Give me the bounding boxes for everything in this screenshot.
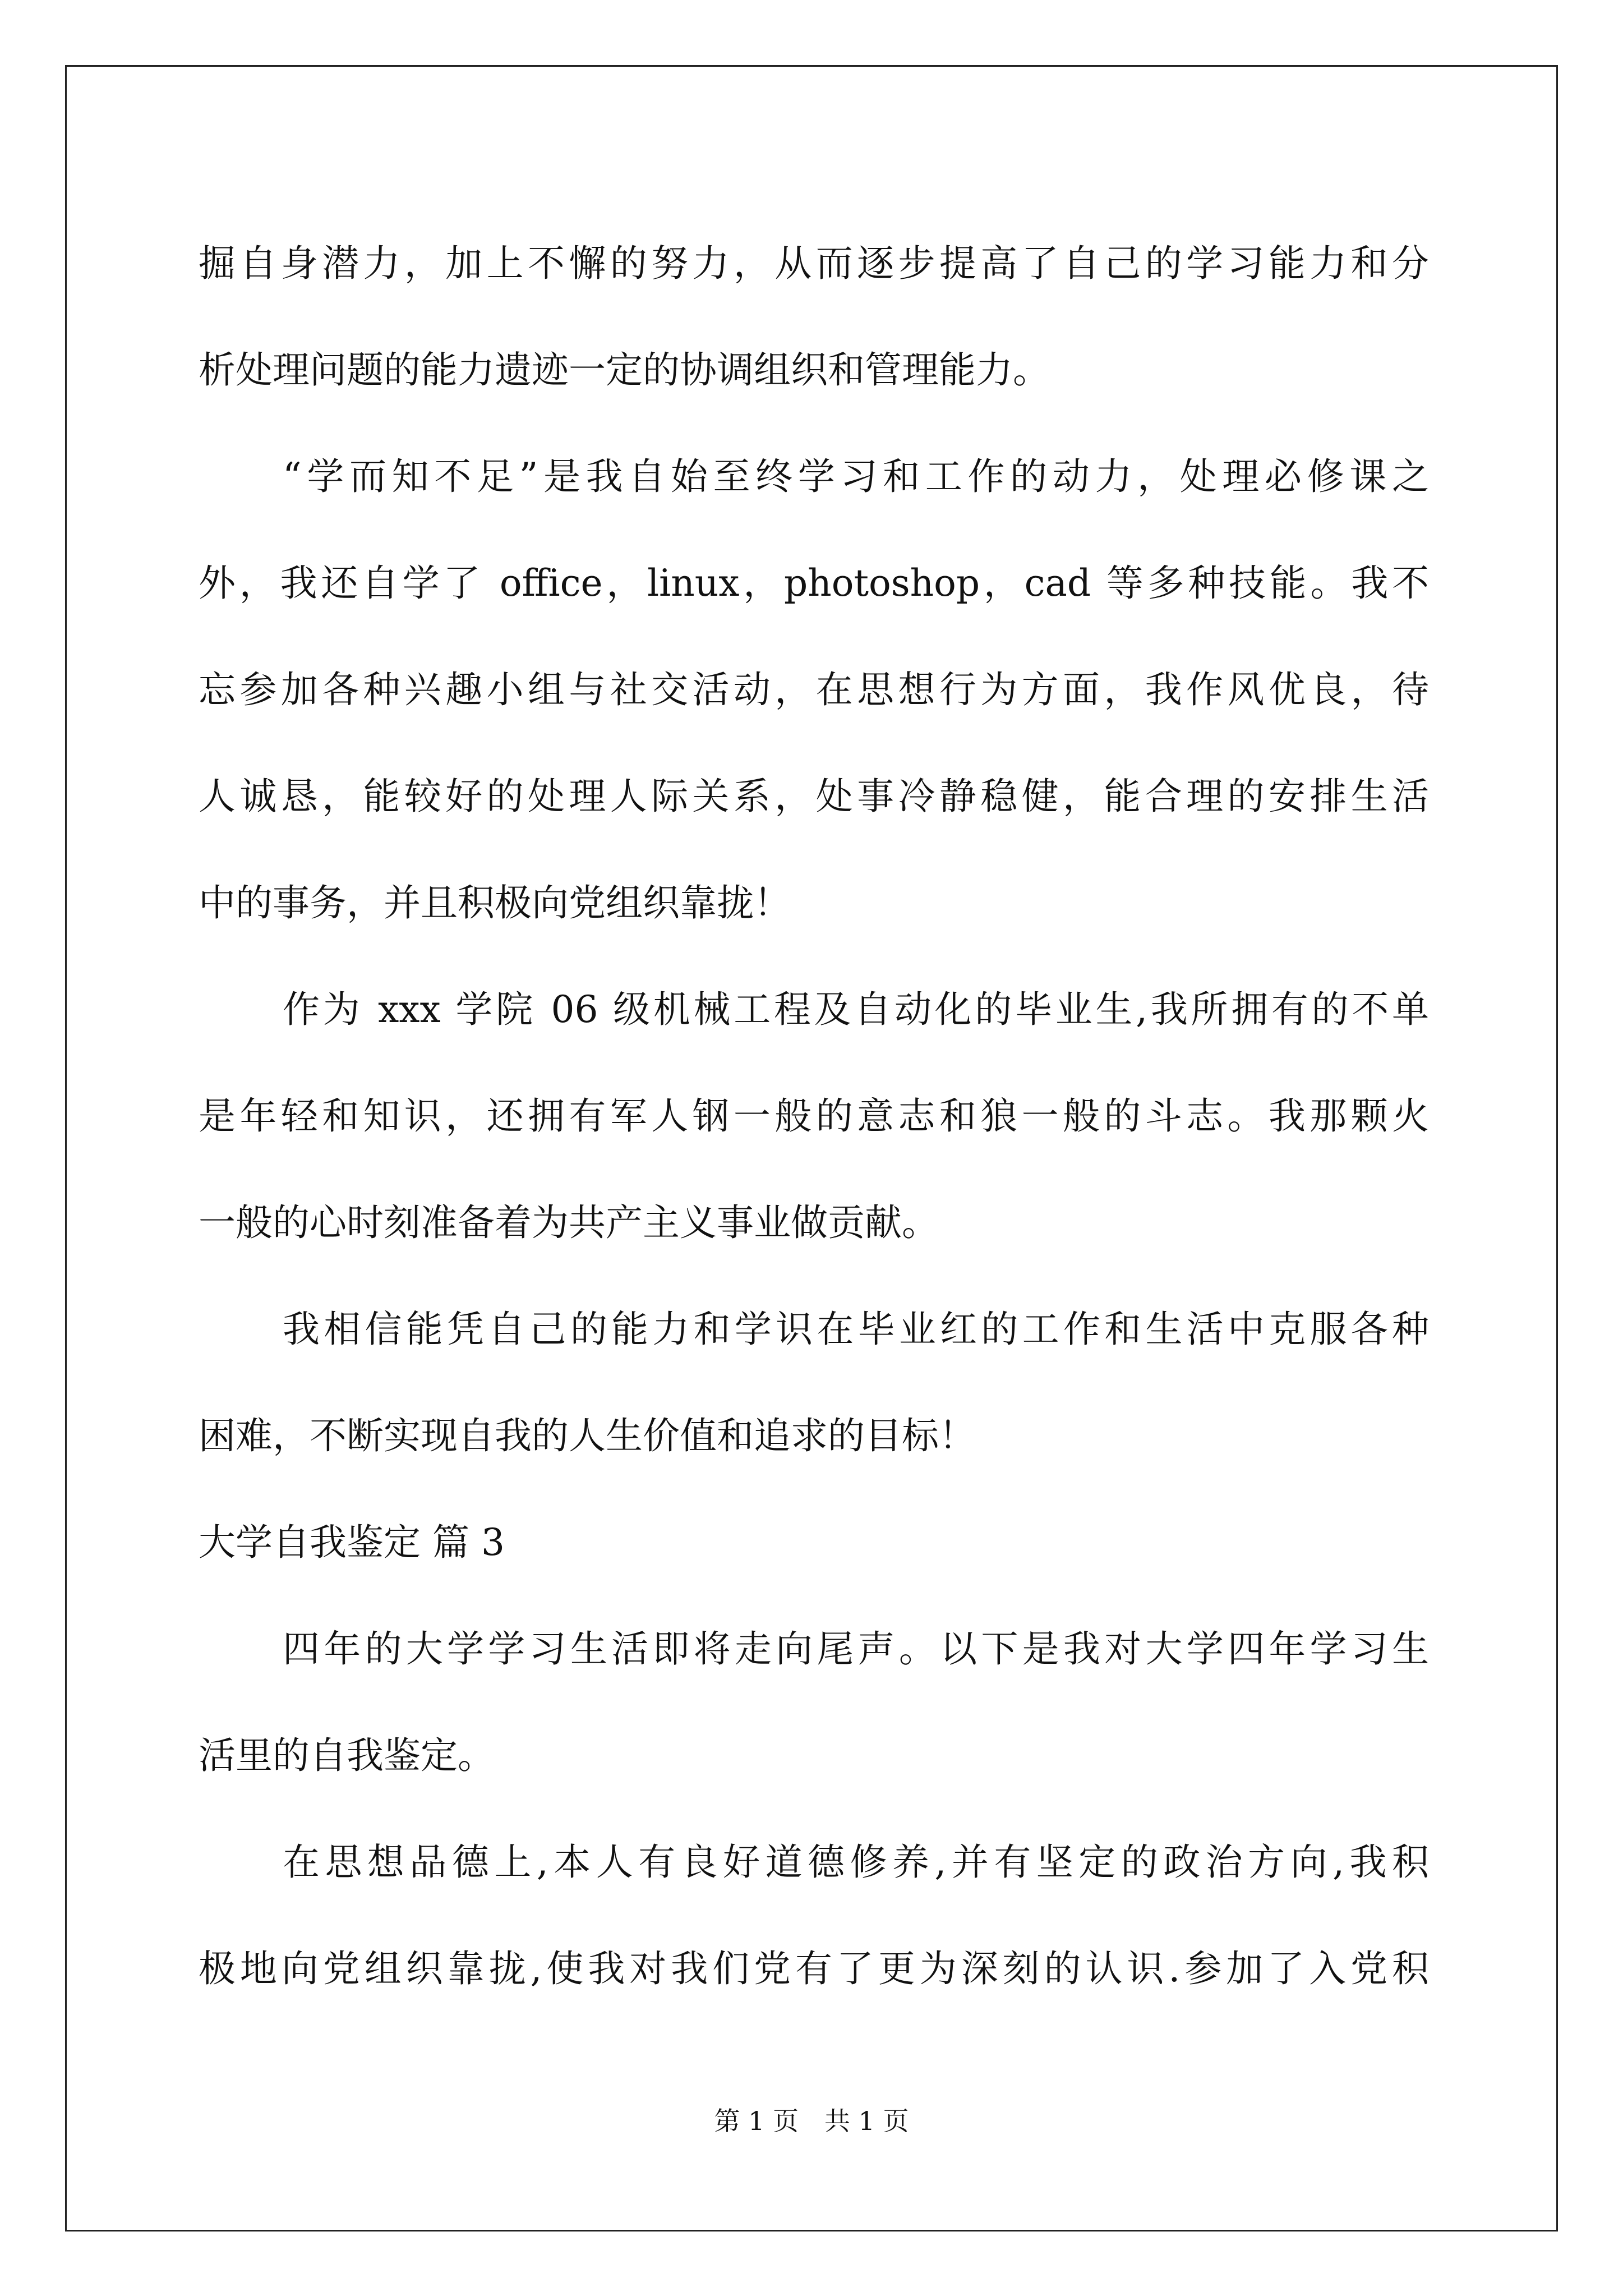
text-line: 是年轻和知识，还拥有军人钢一般的意志和狼一般的斗志。我那颗火 xyxy=(199,1094,1429,1138)
text-line: 外，我还自学了 office，linux，photoshop，cad 等多种技能。我不 xyxy=(199,562,1429,605)
text-line: 中的事务，并且积极向党组织靠拢！ xyxy=(199,881,791,924)
text-line: 析处理问题的能力遗迹一定的协调组织和管理能力。 xyxy=(199,348,1050,392)
paragraph-first-line: 作为 xxx 学院 06 级机械工程及自动化的毕业生,我所拥有的不单 xyxy=(283,988,1429,1031)
paragraph-first-line: 四年的大学学习生活即将走向尾声。以下是我对大学四年学习生 xyxy=(283,1627,1429,1671)
text-line: 人诚恳，能较好的处理人际关系，处事冷静稳健，能合理的安排生活 xyxy=(199,775,1429,818)
text-line: 极地向党组织靠拢,使我对我们党有了更为深刻的认识.参加了入党积 xyxy=(199,1947,1429,1990)
page-number-footer: 第 1 页 共 1 页 xyxy=(714,2106,909,2136)
text-line: 忘参加各种兴趣小组与社交活动，在思想行为方面，我作风优良，待 xyxy=(199,668,1429,711)
text-line: 掘自身潜力，加上不懈的努力，从而逐步提高了自己的学习能力和分 xyxy=(199,242,1429,285)
paragraph-first-line: 在思想品德上,本人有良好道德修养,并有坚定的政治方向,我积 xyxy=(283,1841,1429,1884)
text-line: 活里的自我鉴定。 xyxy=(199,1734,495,1777)
document-body xyxy=(199,210,1429,2022)
text-line: 一般的心时刻准备着为共产主义事业做贡献。 xyxy=(199,1201,939,1244)
paragraph-first-line: “学而知不足”是我自始至终学习和工作的动力，处理必修课之 xyxy=(283,455,1429,498)
text-line: 困难，不断实现自我的人生价值和追求的目标！ xyxy=(199,1414,976,1457)
paragraph-first-line: 我相信能凭自己的能力和学识在毕业红的工作和生活中克服各种 xyxy=(283,1308,1429,1351)
section-heading: 大学自我鉴定 篇 3 xyxy=(199,1521,505,1564)
